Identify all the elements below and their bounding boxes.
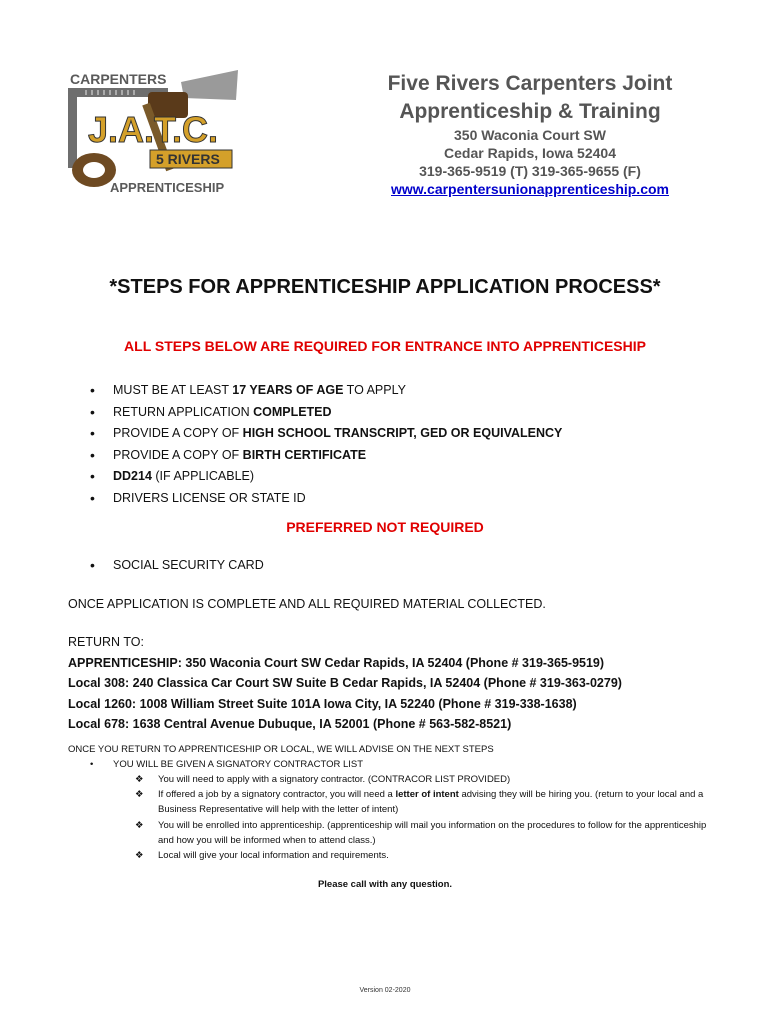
jatc-logo (66, 70, 242, 200)
closing-text: Please call with any question. (317, 879, 453, 890)
address-apprenticeship: APPRENTICESHIP: 350 Waconia Court SW Cedar Rapids, IA 52404 (Phone # 319-365-9519) (68, 655, 605, 670)
diamond-bullet-icon: ❖ (135, 789, 144, 801)
logo-5rivers-text: 5 RIVERS (156, 151, 220, 167)
diamond-bullet-icon: ❖ (135, 850, 144, 862)
page-title: *STEPS FOR APPRENTICESHIP APPLICATION PROCESS* (109, 276, 661, 298)
jatc-logo-graphic (66, 70, 242, 200)
list-item: ❖ You will be enrolled into apprenticeship. (apprenticeship will mail you information on the procedures to follow for the apprenticeship and how you will be informed when to attend class.) (135, 819, 707, 846)
advise-text: ONCE YOU RETURN TO APPRENTICESHIP OR LOCAL, WE WILL ADVISE ON THE NEXT STEPS (68, 744, 494, 755)
address-local-308: Local 308: 240 Classica Car Court SW Suite B Cedar Rapids, IA 52404 (Phone # 319-363-0279) (68, 676, 622, 690)
list-item: ❖ Local will give your local information and requirements. (135, 848, 715, 863)
address-local-678: Local 678: 1638 Central Avenue Dubuque, IA 52001 (Phone # 563-582-8521) (68, 717, 512, 731)
list-item: • RETURN APPLICATION COMPLETED (90, 402, 562, 424)
diamond-bullet-icon: ❖ (135, 774, 144, 785)
org-name-line1: Five Rivers Carpenters Joint (387, 72, 673, 95)
required-steps-list (90, 380, 562, 509)
logo-carpenters-text: CARPENTERS (70, 71, 167, 87)
list-item: • MUST BE AT LEAST 17 YEARS OF AGE TO APPLY (90, 380, 562, 402)
signatory-bullet (90, 757, 363, 772)
bullet-icon: • (90, 759, 94, 770)
phone-numbers: 319-365-9519 (T) 319-365-9655 (F) (419, 163, 641, 179)
list-item: • PROVIDE A COPY OF BIRTH CERTIFICATE (90, 445, 562, 467)
letterhead (370, 70, 690, 198)
list-item: • SOCIAL SECURITY CARD (90, 555, 264, 577)
org-name-line2: Apprenticeship & Training (399, 100, 661, 123)
list-item: ❖ If offered a job by a signatory contractor, you will need a letter of intent advising they will be hiring you. (return to your local and a Business Representative will help with the letter of intent) (135, 789, 704, 816)
list-item: • DRIVERS LICENSE OR STATE ID (90, 488, 562, 510)
preferred-heading: PREFERRED NOT REQUIRED (286, 519, 484, 535)
once-complete-text: ONCE APPLICATION IS COMPLETE AND ALL REQUIRED MATERIAL COLLECTED. (68, 597, 546, 611)
list-item: ❖ You will need to apply with a signatory contractor. (CONTRACOR LIST PROVIDED) (135, 772, 715, 787)
logo-apprenticeship-text: APPRENTICESHIP (110, 180, 225, 195)
signatory-text: YOU WILL BE GIVEN A SIGNATORY CONTRACTOR LIST (113, 759, 364, 770)
next-steps-list (135, 772, 715, 863)
list-item: • PROVIDE A COPY OF HIGH SCHOOL TRANSCRIPT, GED OR EQUIVALENCY (90, 423, 562, 445)
list-item: • DD214 (IF APPLICABLE) (90, 466, 562, 488)
address-line1: 350 Waconia Court SW (454, 127, 606, 143)
required-heading: ALL STEPS BELOW ARE REQUIRED FOR ENTRANCE INTO APPRENTICESHIP (124, 338, 646, 354)
preferred-list (90, 555, 264, 577)
address-local-1260: Local 1260: 1008 William Street Suite 101A Iowa City, IA 52240 (Phone # 319-338-1638) (68, 696, 577, 711)
return-to-label: RETURN TO: (68, 635, 144, 649)
address-line2: Cedar Rapids, Iowa 52404 (444, 145, 616, 161)
logo-jatc-text: J.A.T.C. (88, 109, 219, 150)
version-label: Version 02-2020 (359, 987, 411, 994)
return-to-block (68, 632, 622, 735)
diamond-bullet-icon: ❖ (135, 819, 144, 831)
website-link[interactable]: www.carpentersunionapprenticeship.com (391, 181, 669, 197)
